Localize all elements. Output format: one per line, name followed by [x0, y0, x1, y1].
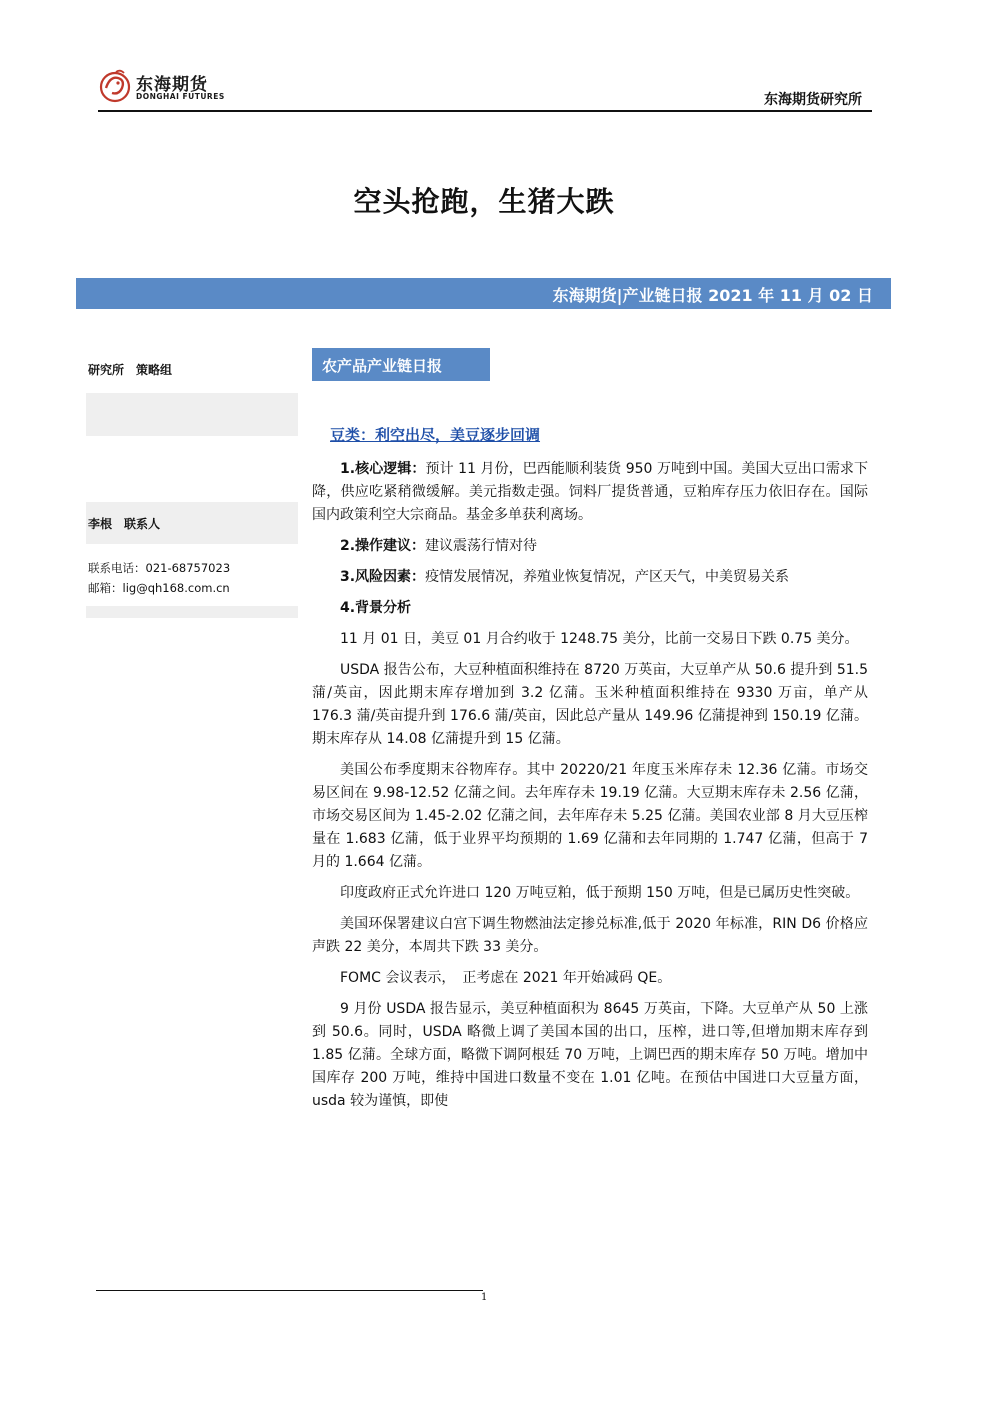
paragraph [312, 998, 868, 1113]
contact-phone: 联系电话：021-68757023 [88, 561, 231, 575]
paragraph-text: 美国环保署建议白宫下调生物燃油法定掺兑标准,低于 2020 年标准，RIN D6 价格应声跌 22 美分，本周共下跌 33 美分。 [312, 916, 868, 955]
footer-divider [96, 1290, 483, 1291]
logo-chinese-name: 东海期货 [136, 75, 208, 95]
paragraph-label: 3.风险因素： [340, 569, 426, 585]
header-divider [98, 110, 872, 112]
paragraph [312, 882, 868, 905]
paragraph-text: 预计 11 月份，巴西能顺利装货 950 万吨到中国。美国大豆出口需求下降，供应吃紧稍微缓解。美元指数走强。饲料厂提货普通，豆粕库存压力依旧存在。国际国内政策利空大宗商品。基金多单获利离场。 [312, 461, 868, 523]
institute-name: 东海期货研究所 [764, 92, 862, 108]
paragraph-label: 2.操作建议： [340, 538, 426, 554]
report-body [312, 458, 868, 1121]
paragraph-text: 9 月份 USDA 报告显示，美豆种植面积为 8645 万英亩，下降。大豆单产从 50 上涨到 50.6。同时，USDA 略微上调了美国本国的出口，压榨，进口等,但增加期末库存到 1.85 亿蒲。全球方面，略微下调阿根廷 70 万吨，上调巴西的期末库存 50 万吨。增加中国库存 200 万吨，维持中国进口数量不变在 1.01 亿吨。在预估中国进口大豆量方面，usda 较为谨慎，即使 [312, 1001, 868, 1109]
section-subtitle: 豆类：利空出尽，美豆逐步回调 [330, 426, 541, 444]
sidebar-shaded-strip [86, 606, 298, 618]
paragraph [312, 458, 868, 527]
paragraph [312, 913, 868, 959]
paragraph [312, 597, 868, 620]
sidebar-contact-box [86, 502, 298, 544]
paragraph-text: 印度政府正式允许进口 120 万吨豆粕，低于预期 150 万吨，但是已属历史性突破。 [340, 885, 860, 901]
report-banner [76, 278, 891, 309]
company-logo [98, 68, 238, 108]
paragraph [312, 967, 868, 990]
paragraph-text: 疫情发展情况，养殖业恢复情况，产区天气，中美贸易关系 [425, 569, 790, 585]
paragraph [312, 759, 868, 874]
paragraph [312, 659, 868, 751]
paragraph-label: 1.核心逻辑： [340, 461, 426, 477]
section-tag-label: 农产品产业链日报 [322, 357, 443, 375]
report-title: 空头抢跑，生猪大跌 [353, 185, 615, 218]
contact-email: 邮箱：lig@qh168.com.cn [88, 581, 230, 595]
sidebar-team: 研究所 策略组 [88, 363, 173, 377]
paragraph-text: 建议震荡行情对待 [425, 538, 538, 554]
logo-english-name: DONGHAI FUTURES [136, 92, 225, 101]
paragraph-text: USDA 报告公布，大豆种植面积维持在 8720 万英亩，大豆单产从 50.6 提升到 51.5 蒲/英亩，因此期末库存增加到 3.2 亿蒲。玉米种植面积维持在 9330 万亩，单产从 176.3 蒲/英亩提升到 176.6 蒲/英亩，因此总产量从 149.96 亿蒲提神到 150.19 亿蒲。期末库存从 14.08 亿蒲提升到 15 亿蒲。 [312, 662, 868, 747]
sidebar-shaded-block [86, 393, 298, 436]
paragraph-label: 4.背景分析 [340, 600, 412, 616]
contact-name: 李根 联系人 [88, 517, 161, 531]
dragon-logo-icon [98, 68, 132, 104]
paragraph-text: 美国公布季度期末谷物库存。其中 20220/21 年度玉米库存未 12.36 亿蒲。市场交易区间在 9.98-12.52 亿蒲之间。去年库存未 19.19 亿蒲。大豆期末库存未 2.56 亿蒲，市场交易区间为 1.45-2.02 亿蒲之间，去年库存未 5.25 亿蒲。美国农业部 8 月大豆压榨量在 1.683 亿蒲，低于业界平均预期的 1.69 亿蒲和去年同期的 1.747 亿蒲，但高于 7 月的 1.664 亿蒲。 [312, 762, 868, 870]
section-tag [312, 348, 490, 381]
paragraph [312, 628, 868, 651]
paragraph [312, 535, 868, 558]
paragraph [312, 566, 868, 589]
page-number: 1 [481, 1292, 488, 1303]
paragraph-text: FOMC 会议表示， 正考虑在 2021 年开始减码 QE。 [340, 970, 672, 986]
banner-text: 东海期货|产业链日报 2021 年 11 月 02 日 [552, 286, 873, 305]
paragraph-text: 11 月 01 日，美豆 01 月合约收于 1248.75 美分，比前一交易日下跌 0.75 美分。 [340, 631, 859, 647]
